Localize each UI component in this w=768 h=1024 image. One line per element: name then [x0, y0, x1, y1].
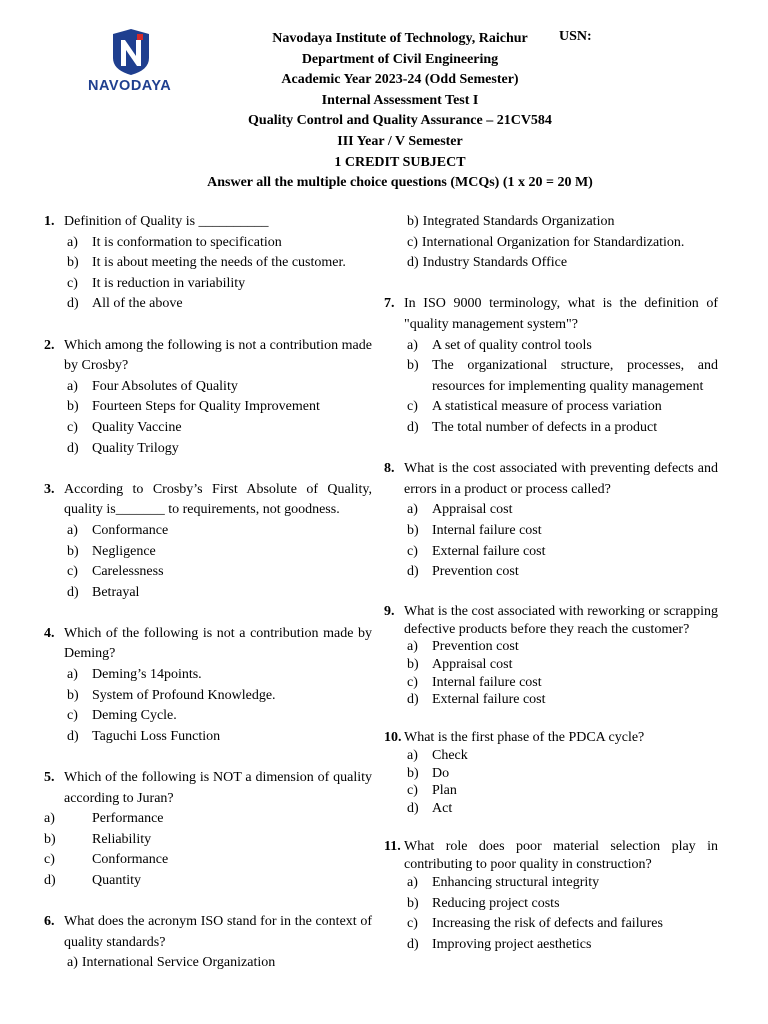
- question-2: [44, 336, 372, 460]
- question-number: 7.: [384, 296, 395, 312]
- option-a: a) It is conformation to specification: [67, 234, 282, 250]
- option-d: d) Improving project aesthetics: [407, 936, 592, 952]
- option-d: d) All of the above: [67, 296, 183, 312]
- question-text: Which of the following is NOT a dimension of quality according to Juran?: [64, 770, 372, 806]
- left-column: [44, 212, 372, 995]
- question-9: [384, 603, 718, 709]
- year-semester: III Year / V Semester: [337, 133, 463, 149]
- option-c: c) External failure cost: [407, 543, 546, 559]
- question-text: In ISO 9000 terminology, what is the definition of "quality management system"?: [404, 296, 718, 332]
- option-b: b) Negligence: [67, 543, 156, 559]
- option-d: d) Industry Standards Office: [407, 255, 568, 271]
- question-number: 6.: [44, 914, 55, 930]
- question-6: [44, 912, 372, 974]
- option-b: b) The organizational structure, processes, and resources for implementing quality management: [407, 358, 718, 394]
- question-5: [44, 768, 372, 892]
- option-d: d) Quality Trilogy: [67, 440, 179, 456]
- question-number: 3.: [44, 481, 55, 497]
- option-c: c) Plan: [407, 783, 457, 799]
- option-b: b) Reducing project costs: [407, 895, 560, 911]
- question-text: What does the acronym ISO stand for in the context of quality standards?: [64, 914, 372, 950]
- question-text: According to Crosby’s First Absolute of Quality, quality is_______ to requirements, not goodness.: [64, 481, 372, 518]
- option-a: a) Enhancing structural integrity: [407, 875, 600, 891]
- option-b: b) Do: [407, 765, 450, 781]
- option-d: d) Quantity: [44, 873, 141, 888]
- option-c: c) Internal failure cost: [407, 674, 542, 690]
- question-11: [384, 838, 718, 956]
- option-a: a) A set of quality control tools: [407, 337, 592, 353]
- academic-year: Academic Year 2023-24 (Odd Semester): [281, 72, 519, 88]
- option-b: b) Internal failure cost: [407, 522, 542, 538]
- option-a: a) Performance: [44, 811, 164, 827]
- navodaya-emblem-icon: [110, 28, 152, 76]
- option-a: a) Deming’s 14points.: [67, 667, 202, 683]
- option-b: b) Integrated Standards Organization: [407, 214, 615, 229]
- option-d: d) Taguchi Loss Function: [67, 728, 221, 744]
- option-a: a) Conformance: [67, 522, 169, 538]
- option-c: c) It is reduction in variability: [67, 275, 246, 291]
- question-number: 11.: [384, 839, 401, 854]
- option-a: a) Appraisal cost: [407, 502, 513, 518]
- question-number: 10.: [384, 730, 402, 746]
- question-1: [44, 212, 372, 315]
- option-a: a) Prevention cost: [407, 639, 519, 655]
- document-header: [150, 29, 650, 194]
- instructions: Answer all the multiple choice questions (MCQs) (1 x 20 = 20 M): [207, 175, 593, 191]
- option-d: d) External failure cost: [407, 692, 546, 708]
- right-column: [384, 212, 718, 976]
- question-text: What is the cost associated with preventing defects and errors in a product or process called?: [404, 461, 718, 497]
- question-text: What role does poor material selection play in contributing to poor quality in construction?: [404, 839, 718, 872]
- question-number: 9.: [384, 604, 395, 620]
- option-a: a) Four Absolutes of Quality: [67, 378, 238, 394]
- option-b: b) System of Profound Knowledge.: [67, 687, 276, 703]
- option-d: d) The total number of defects in a product: [407, 419, 658, 435]
- option-c: c) International Organization for Standardization.: [407, 234, 685, 250]
- question-8: [384, 459, 718, 583]
- option-a: a) Check: [407, 748, 468, 764]
- option-b: b) Reliability: [44, 831, 152, 847]
- question-number: 5.: [44, 770, 55, 786]
- question-number: 8.: [384, 461, 395, 477]
- question-text: Which of the following is not a contribution made by Deming?: [64, 625, 372, 662]
- question-text: What is the cost associated with reworking or scrapping defective products before they reach the customer?: [404, 604, 718, 637]
- department-name: Department of Civil Engineering: [301, 51, 499, 67]
- question-7: [384, 294, 718, 438]
- option-c: c) A statistical measure of process variation: [407, 399, 662, 415]
- option-d: d) Prevention cost: [407, 564, 519, 580]
- option-a: a) International Service Organization: [67, 955, 276, 971]
- option-c: c) Increasing the risk of defects and failures: [407, 916, 663, 932]
- option-d: d) Betrayal: [67, 584, 140, 600]
- option-c: c) Carelessness: [67, 564, 164, 580]
- option-b: b) Fourteen Steps for Quality Improvement: [67, 399, 320, 415]
- question-number: 2.: [44, 337, 55, 353]
- question-number: 4.: [44, 625, 55, 641]
- question-4: [44, 624, 372, 748]
- option-c: c) Deming Cycle.: [67, 708, 177, 724]
- option-c: c) Quality Vaccine: [67, 419, 182, 435]
- option-c: c) Conformance: [44, 852, 169, 868]
- test-name: Internal Assessment Test I: [321, 92, 479, 108]
- question-number: 1.: [44, 214, 55, 229]
- question-text: Which among the following is not a contribution made by Crosby?: [64, 337, 372, 374]
- question-text: Definition of Quality is __________: [64, 214, 269, 229]
- credit-info: 1 CREDIT SUBJECT: [334, 154, 466, 170]
- question-6-continued: [384, 212, 718, 274]
- option-b: b) Appraisal cost: [407, 657, 513, 673]
- logo-text: NAVODAYA: [88, 78, 172, 94]
- usn-label: USN:: [559, 29, 592, 44]
- option-b: b) It is about meeting the needs of the customer.: [67, 255, 346, 271]
- question-3: [44, 480, 372, 604]
- institute-name: Navodaya Institute of Technology, Raichur: [272, 31, 528, 46]
- option-d: d) Act: [407, 800, 453, 816]
- subject-name: Quality Control and Quality Assurance – 21CV584: [248, 113, 552, 129]
- question-10: [384, 729, 718, 817]
- question-text: What is the first phase of the PDCA cycle?: [404, 730, 645, 746]
